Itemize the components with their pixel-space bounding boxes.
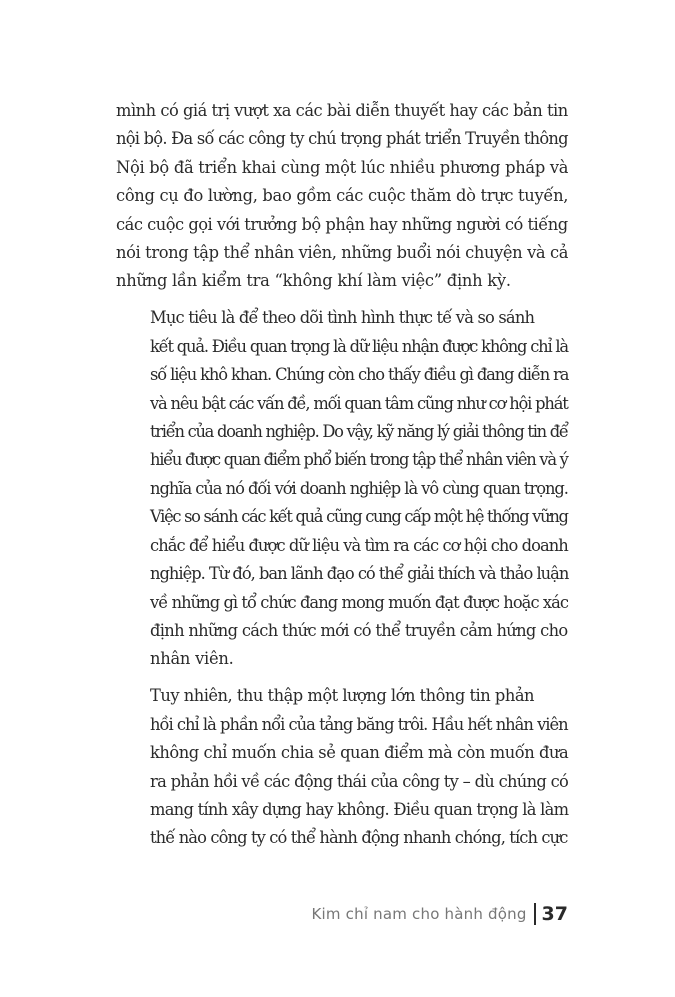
text-line: nhân viên. [150,649,234,669]
text-line: chắc để hiểu được dữ liệu và tìm ra các cơ hội cho doanh [150,535,568,555]
paragraph [116,97,568,296]
text-line: triển của doanh nghiệp. Do vậy, kỹ năng lý giải thông tin để [150,422,568,442]
text-line: và nêu bật các vấn đề, mối quan tâm cũng như cơ hội phát [150,393,568,413]
text-line: số liệu khô khan. Chúng còn cho thấy điều gì đang diễn ra [150,365,569,385]
page-footer [311,899,568,929]
text-line: ra phản hồi về các động thái của công ty – dù chúng có [150,771,569,791]
text-line: định những cách thức mới có thể truyền cảm hứng cho [150,620,568,640]
text-line: mang tính xây dựng hay không. Điều quan trọng là làm [150,799,569,819]
text-line: nói trong tập thể nhân viên, những buổi nói chuyện và cả [116,243,569,263]
text-line: hiểu được quan điểm phổ biến trong tập thể nhân viên và ý [150,450,568,470]
text-line: Việc so sánh các kết quả cũng cung cấp một hệ thống vững [150,507,568,527]
text-line: các cuộc gọi với trưởng bộ phận hay những người có tiếng [116,214,568,234]
text-line: mình có giá trị vượt xa các bài diễn thuyết hay các bản tin [116,101,568,120]
page-number: 37 [541,903,568,925]
text-line: thế nào công ty có thể hành động nhanh chóng, tích cực [150,828,568,848]
text-line: Mục tiêu là để theo dõi tình hình thực tế và so sánh [150,308,535,328]
running-title: Kim chỉ nam cho hành động [311,905,527,923]
text-line: Tuy nhiên, thu thập một lượng lớn thông tin phản [150,686,535,706]
text-line: không chỉ muốn chia sẻ quan điểm mà còn muốn đưa [150,743,569,763]
text-line: nội bộ. Đa số các công ty chú trọng phát triển Truyền thông [116,129,568,149]
text-line: nghĩa của nó đối với doanh nghiệp là vô cùng quan trọng. [150,478,568,498]
footer-divider [534,903,536,925]
text-line: hồi chỉ là phần nổi của tảng băng trôi. Hầu hết nhân viên [150,714,568,734]
paragraph [116,682,568,852]
text-line: những lần kiểm tra “không khí làm việc” định kỳ. [116,271,511,291]
text-line: về những gì tổ chức đang mong muốn đạt được hoặc xác [150,592,569,612]
paragraph [116,304,568,673]
body-text [116,97,568,853]
text-line: kết quả. Điều quan trọng là dữ liệu nhận được không chỉ là [150,336,568,356]
text-line: nghiệp. Từ đó, ban lãnh đạo có thể giải thích và thảo luận [150,564,569,584]
text-line: Nội bộ đã triển khai cùng một lúc nhiều phương pháp và [116,157,569,177]
text-line: công cụ đo lường, bao gồm các cuộc thăm dò trực tuyến, [116,186,569,206]
